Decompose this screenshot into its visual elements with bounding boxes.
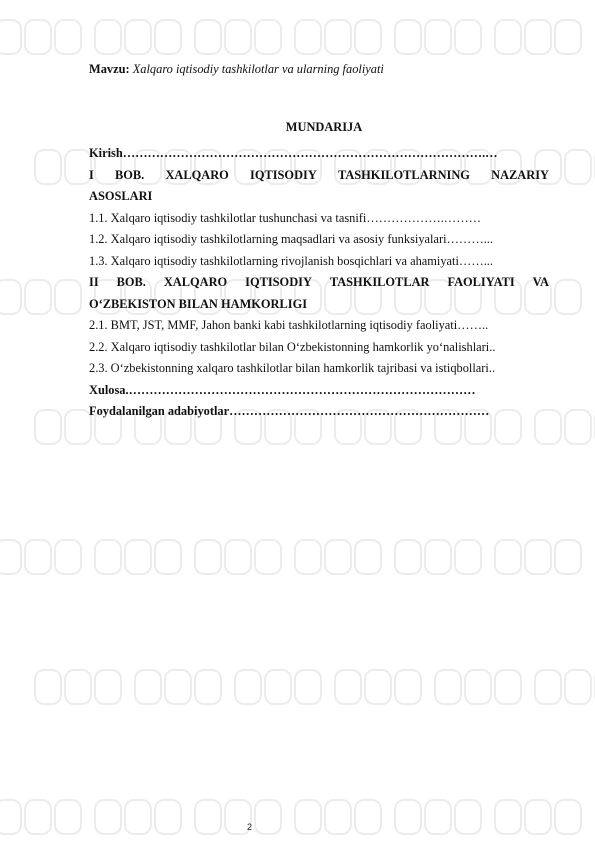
chapter2-title-line1: [89, 272, 549, 294]
chapter1-title-line2: ASOSLARI: [89, 189, 153, 203]
watermark-glyph: [335, 670, 361, 704]
watermark-glyph: [0, 800, 21, 834]
watermark-glyph: [35, 410, 61, 444]
watermark-glyph: [55, 540, 81, 574]
watermark-glyph: [355, 800, 381, 834]
watermark-glyph: [165, 670, 191, 704]
chapter1-title-word: XALQARO: [165, 167, 229, 182]
watermark-glyph: [495, 20, 521, 54]
watermark-glyph: [65, 410, 91, 444]
chapter1-title-word: I: [89, 167, 94, 182]
watermark-glyph: [325, 20, 351, 54]
watermark-glyph: [155, 800, 181, 834]
watermark-glyph: [0, 540, 21, 574]
watermark-glyph: [55, 800, 81, 834]
toc-item-2-2: 2.2. Xalqaro iqtisodiy tashkilotlar bilan O‘zbekistonning hamkorlik yo‘nalishlari..: [89, 339, 496, 354]
watermark-glyph: [495, 670, 521, 704]
watermark-glyph: [555, 800, 581, 834]
watermark-glyph: [155, 540, 181, 574]
toc-item-conclusion: Xulosa.…………………………………………………………………………: [89, 382, 476, 397]
watermark-glyph: [325, 800, 351, 834]
watermark-glyph: [265, 670, 291, 704]
watermark-glyph: [195, 800, 221, 834]
watermark-glyph: [395, 800, 421, 834]
chapter1-title-word: IQTISODIY: [250, 167, 317, 182]
watermark-glyph: [465, 670, 491, 704]
watermark-glyph: [565, 410, 591, 444]
toc-item-intro: Kirish…………………………………………………………………………….…: [89, 146, 498, 160]
watermark-glyph: [395, 20, 421, 54]
topic-label: Mavzu:: [89, 62, 130, 76]
watermark-glyph: [25, 280, 51, 314]
page-content: [89, 60, 549, 423]
page-number: 2: [247, 822, 253, 832]
watermark-glyph: [295, 540, 321, 574]
watermark-glyph: [225, 540, 251, 574]
watermark-glyph: [255, 800, 281, 834]
toc-item-2-1: 2.1. BMT, JST, MMF, Jahon banki kabi tashkilotlarning iqtisodiy faoliyati……..: [89, 318, 489, 332]
watermark-glyph: [35, 670, 61, 704]
watermark-glyph: [565, 150, 591, 184]
watermark-glyph: [455, 540, 481, 574]
watermark-glyph: [435, 670, 461, 704]
watermark-glyph: [355, 540, 381, 574]
watermark-glyph: [295, 800, 321, 834]
watermark-glyph: [325, 540, 351, 574]
watermark-glyph: [65, 670, 91, 704]
watermark-glyph: [365, 670, 391, 704]
toc-item-2-3: 2.3. O‘zbekistonning xalqaro tashkilotlar bilan hamkorlik tajribasi va istiqbollari..: [89, 361, 496, 375]
toc-item-1-3: 1.3. Xalqaro iqtisodiy tashkilotlarning rivojlanish bosqichlari va ahamiyati……...: [89, 253, 494, 268]
watermark-glyph: [155, 20, 181, 54]
watermark-glyph: [535, 670, 561, 704]
watermark-glyph: [125, 20, 151, 54]
watermark-glyph: [255, 20, 281, 54]
watermark-glyph: [555, 20, 581, 54]
watermark-glyph: [195, 20, 221, 54]
watermark-glyph: [195, 670, 221, 704]
chapter2-title-word: TASHKILOTLAR: [329, 275, 430, 289]
watermark-glyph: [255, 540, 281, 574]
watermark-glyph: [425, 800, 451, 834]
chapter1-title-word: TASHKILOTLARNING: [337, 167, 470, 182]
watermark-glyph: [425, 20, 451, 54]
chapter1-title-word: BOB.: [115, 167, 145, 182]
watermark-glyph: [555, 540, 581, 574]
toc-item-chapter1: [89, 165, 549, 208]
watermark-glyph: [565, 670, 591, 704]
watermark-glyph: [55, 280, 81, 314]
watermark-glyph: [35, 150, 61, 184]
table-of-contents: [89, 143, 549, 423]
watermark-glyph: [0, 20, 21, 54]
watermark-glyph: [65, 150, 91, 184]
watermark-glyph: [425, 540, 451, 574]
chapter1-title-line1: [89, 165, 549, 187]
watermark-glyph: [525, 20, 551, 54]
watermark-glyph: [95, 800, 121, 834]
toc-item-references: Foydalanilgan adabiyotlar………………………………………………………: [89, 404, 490, 418]
watermark-glyph: [495, 540, 521, 574]
watermark-glyph: [395, 670, 421, 704]
watermark-glyph: [525, 540, 551, 574]
watermark-glyph: [395, 540, 421, 574]
watermark-glyph: [495, 800, 521, 834]
watermark-glyph: [25, 540, 51, 574]
toc-title: MUNDARIJA: [285, 120, 363, 134]
watermark-glyph: [135, 670, 161, 704]
topic-text: Xalqaro iqtisodiy tashkilotlar va ularning faoliyati: [132, 62, 384, 76]
watermark-glyph: [25, 800, 51, 834]
chapter1-title-word: NAZARIY: [491, 167, 549, 182]
watermark-glyph: [455, 20, 481, 54]
watermark-glyph: [95, 20, 121, 54]
watermark-glyph: [235, 670, 261, 704]
watermark-glyph: [125, 800, 151, 834]
watermark-glyph: [295, 670, 321, 704]
chapter2-title-word: FAOLIYATI: [447, 275, 515, 289]
watermark-glyph: [295, 20, 321, 54]
watermark-glyph: [125, 540, 151, 574]
toc-item-chapter2: [89, 272, 549, 315]
watermark-glyph: [195, 540, 221, 574]
watermark-glyph: [455, 800, 481, 834]
watermark-glyph: [355, 20, 381, 54]
toc-item-1-2: 1.2. Xalqaro iqtisodiy tashkilotlarning maqsadlari va asosiy funksiyalari………...: [89, 232, 494, 246]
toc-item-1-1: 1.1. Xalqaro iqtisodiy tashkilotlar tushunchasi va tasnifi……………….………: [89, 210, 481, 225]
watermark-glyph: [555, 280, 581, 314]
chapter2-title-word: II: [89, 275, 99, 289]
watermark-glyph: [0, 280, 21, 314]
watermark-glyph: [25, 20, 51, 54]
watermark-glyph: [525, 800, 551, 834]
chapter2-title-word: XALQARO: [163, 275, 228, 289]
chapter2-title-word: BOB.: [116, 275, 146, 289]
chapter2-title-word: VA: [532, 275, 549, 289]
watermark-glyph: [55, 20, 81, 54]
watermark-glyph: [225, 20, 251, 54]
watermark-glyph: [95, 670, 121, 704]
watermark-glyph: [95, 540, 121, 574]
topic-line: [89, 60, 549, 78]
chapter2-title-line2: O‘ZBEKISTON BILAN HAMKORLIGI: [89, 296, 308, 311]
chapter2-title-word: IQTISODIY: [245, 275, 312, 289]
